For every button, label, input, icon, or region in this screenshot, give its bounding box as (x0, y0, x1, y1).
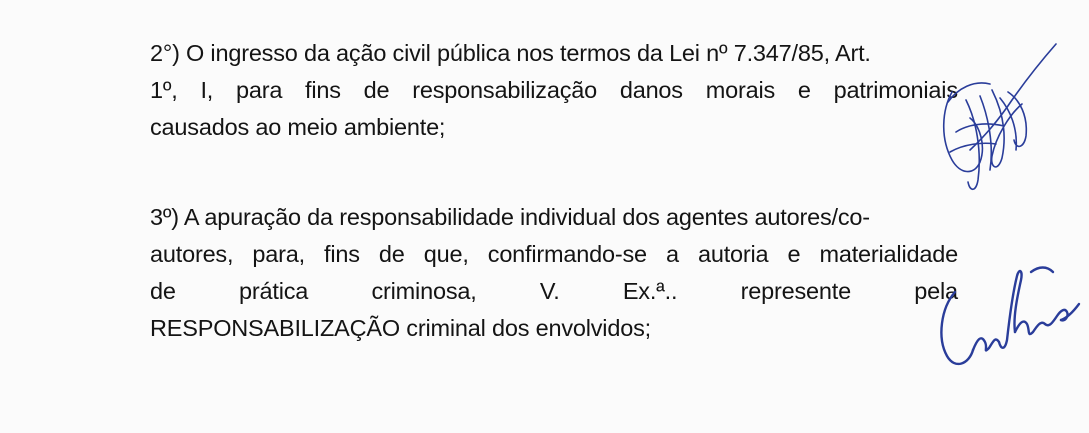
text-line: RESPONSABILIZAÇÃO criminal dos envolvidos; (150, 315, 651, 341)
word: fins (324, 241, 360, 267)
word: fins (305, 77, 341, 103)
text-line-justified (150, 273, 958, 310)
word: I, (200, 77, 214, 103)
word: 1º, (150, 77, 178, 103)
word: confirmando-se (487, 241, 647, 267)
handwritten-signature-icon (935, 252, 1085, 377)
word: e (797, 77, 811, 103)
word: morais (705, 77, 776, 103)
word: que, (423, 241, 469, 267)
paragraph-item-2 (150, 35, 958, 146)
word: criminosa, (371, 278, 477, 304)
word: de (363, 77, 390, 103)
text-line: causados ao meio ambiente; (150, 114, 446, 140)
word: autores, (150, 241, 234, 267)
text-line-justified (150, 236, 958, 273)
text-line: 3º) A apuração da responsabilidade individual dos agentes autores/co- (150, 204, 870, 230)
word: responsabilização (412, 77, 597, 103)
rubric-signature-icon (930, 40, 1060, 200)
text-line-justified (150, 72, 958, 109)
word: danos (619, 77, 683, 103)
paragraph-item-3 (150, 199, 958, 347)
word: e (787, 241, 801, 267)
word: de (150, 278, 176, 304)
word: Ex.ª.. (622, 278, 678, 304)
word: V. (539, 278, 560, 304)
word: pela (914, 278, 958, 304)
text-line: 2°) O ingresso da ação civil pública nos termos da Lei nº 7.347/85, Art. (150, 40, 871, 66)
word: a (666, 241, 679, 267)
word: para, (252, 241, 305, 267)
word: para (235, 77, 283, 103)
word: materialidade (819, 241, 958, 267)
word: patrimoniais (833, 77, 958, 103)
word: represente (740, 278, 851, 304)
word: autoria (697, 241, 769, 267)
word: de (378, 241, 405, 267)
word: prática (239, 278, 309, 304)
